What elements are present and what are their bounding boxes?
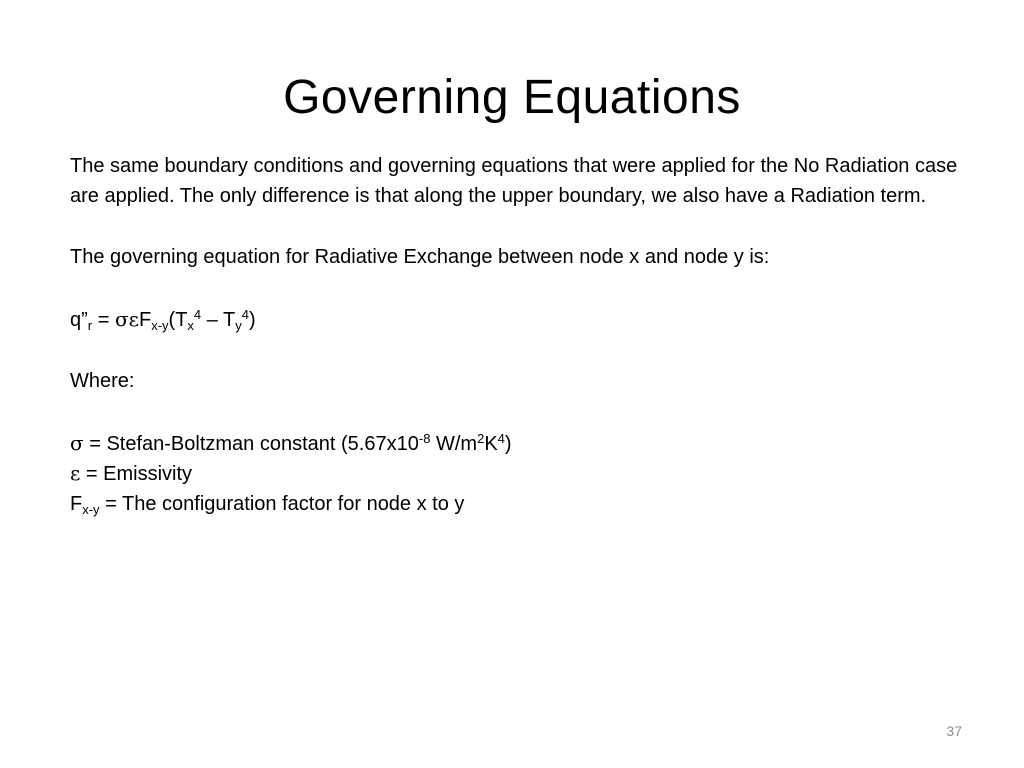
spacer [70,335,970,367]
equation-minus-T: – T [201,308,236,331]
equation-F-sub: x-y [151,317,169,333]
sigma-text-1: = Stefan-Boltzman constant (5.67x10 [83,432,419,455]
spacer [70,273,970,305]
equation-Ty-sub: y [235,317,242,333]
epsilon-text: = Emissivity [80,463,193,485]
sigma-text-3: K [484,432,498,455]
where-label: Where: [70,370,135,392]
equation-equals: = [92,308,115,331]
equation-Ty-sup: 4 [241,306,249,322]
sigma-text-4: ) [504,432,512,455]
sigma-k-exponent: 4 [497,430,505,446]
equation-F: F [138,308,152,331]
spacer [70,397,970,429]
spacer [70,211,970,243]
epsilon-symbol: ε [70,461,81,485]
sigma-m-exponent: 2 [477,430,485,446]
F-symbol: F [70,492,83,515]
radiation-equation [70,305,970,336]
sigma-text-2: W/m [430,432,478,455]
equation-open-T: (T [168,308,188,331]
slide-number: 37 [946,723,962,739]
equation-lhs-sub: r [87,317,93,333]
sigma-exponent: -8 [418,430,431,446]
equation-Tx-sub: x [187,317,194,333]
sigma-symbol: σ [70,430,84,455]
equation-sigma: σ [114,306,129,331]
definition-sigma [70,429,970,460]
F-subscript: x-y [82,501,100,517]
equation-close: ) [248,308,256,331]
equation-epsilon: ε [128,306,139,331]
equation-lhs: q” [70,308,88,331]
governing-line: The governing equation for Radiative Exchange between node x and node y is: [70,246,770,268]
equation-Tx-sup: 4 [193,306,202,322]
F-text: = The configuration factor for node x to y [99,492,465,515]
definition-F [70,490,970,520]
slide-title: Governing Equations [283,71,741,124]
slide-body [70,152,970,519]
definition-epsilon [70,459,970,490]
intro-paragraph: The same boundary conditions and governing equations that were applied for the No Radiation case are applied. The only difference is that along the upper boundary, we also have a Radiation term. [70,155,958,207]
